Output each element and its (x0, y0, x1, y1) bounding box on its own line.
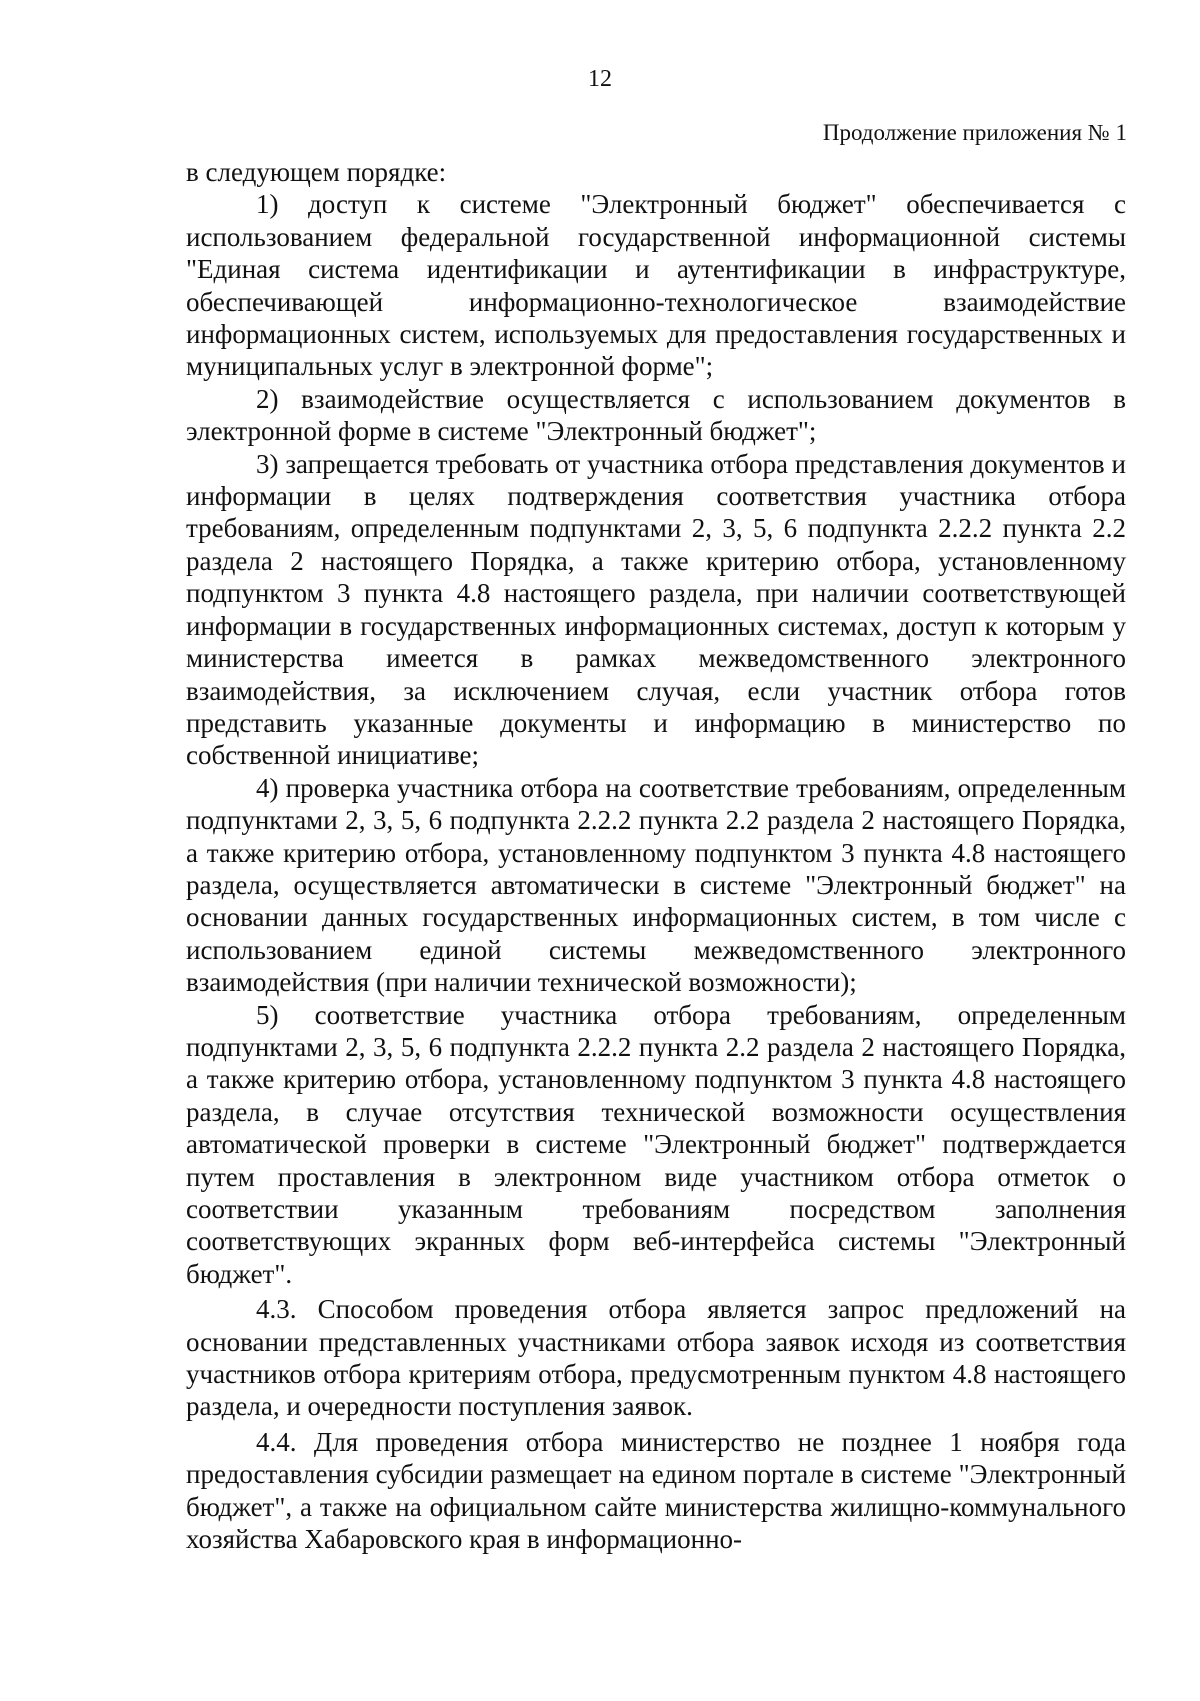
paragraph-item-5: 5) соответствие участника отбора требованиям, определенным подпунктами 2, 3, 5, 6 подпункта 2.2.2 пункта 2.2 раздела 2 настоящего Порядка, а также критерию отбора, установленному подпунктом 3 пункта 4.8 настоящего раздела, в случае отсутствия технической возможности осуществления автоматической проверки в системе "Электронный бюджет" подтверждается путем проставления в электронном виде участником отбора отметок о соответствии указанным требованиям посредством заполнения соответствующих экранных форм веб-интерфейса системы "Электронный бюджет". (186, 999, 1126, 1289)
paragraph-section-4-3: 4.3. Способом проведения отбора является запрос предложений на основании представленных участниками отбора заявок исходя из соответствия участников отбора критериям отбора, предусмотренным пунктом 4.8 настоящего раздела, и очередности поступления заявок. (186, 1294, 1126, 1422)
appendix-note: Продолжение приложения № 1 (822, 120, 1127, 145)
paragraph-item-2: 2) взаимодействие осуществляется с использованием документов в электронной форме в системе "Электронный бюджет"; (186, 383, 1126, 447)
page-number: 12 (588, 66, 612, 92)
paragraph-item-1: 1) доступ к системе "Электронный бюджет" обеспечивается с использованием федеральной государственной информационной системы "Единая система идентификации и аутентификации в инфраструктуре, обеспечивающей информационно-технологическое взаимодействие информационных систем, используемых для предоставления государственных и муниципальных услуг в электронной форме"; (186, 189, 1126, 382)
document-body (186, 156, 1126, 1555)
paragraph-item-4: 4) проверка участника отбора на соответствие требованиям, определенным подпунктами 2, 3, 5, 6 подпункта 2.2.2 пункта 2.2 раздела 2 настоящего Порядка, а также критерию отбора, установленному подпунктом 3 пункта 4.8 настоящего раздела, осуществляется автоматически в системе "Электронный бюджет" на основании данных государственных информационных систем, в том числе с использованием единой системы межведомственного электронного взаимодействия (при наличии технической возможности); (186, 772, 1126, 998)
paragraph-section-4-4: 4.4. Для проведения отбора министерство не позднее 1 ноября года предоставления субсидии размещает на едином портале в системе "Электронный бюджет", а также на официальном сайте министерства жилищно-коммунального хозяйства Хабаровского края в информационно- (186, 1426, 1126, 1555)
paragraph-item-3: 3) запрещается требовать от участника отбора представления документов и информации в целях подтверждения соответствия участника отбора требованиям, определенным подпунктами 2, 3, 5, 6 подпункта 2.2.2 пункта 2.2 раздела 2 настоящего Порядка, а также критерию отбора, установленному подпунктом 3 пункта 4.8 настоящего раздела, при наличии соответствующей информации в государственных информационных системах, доступ к которым у министерства имеется в рамках межведомственного электронного взаимодействия, за исключением случая, если участник отбора готов представить указанные документы и информацию в министерство по собственной инициативе; (186, 448, 1126, 771)
paragraph-intro: в следующем порядке: (186, 157, 447, 187)
